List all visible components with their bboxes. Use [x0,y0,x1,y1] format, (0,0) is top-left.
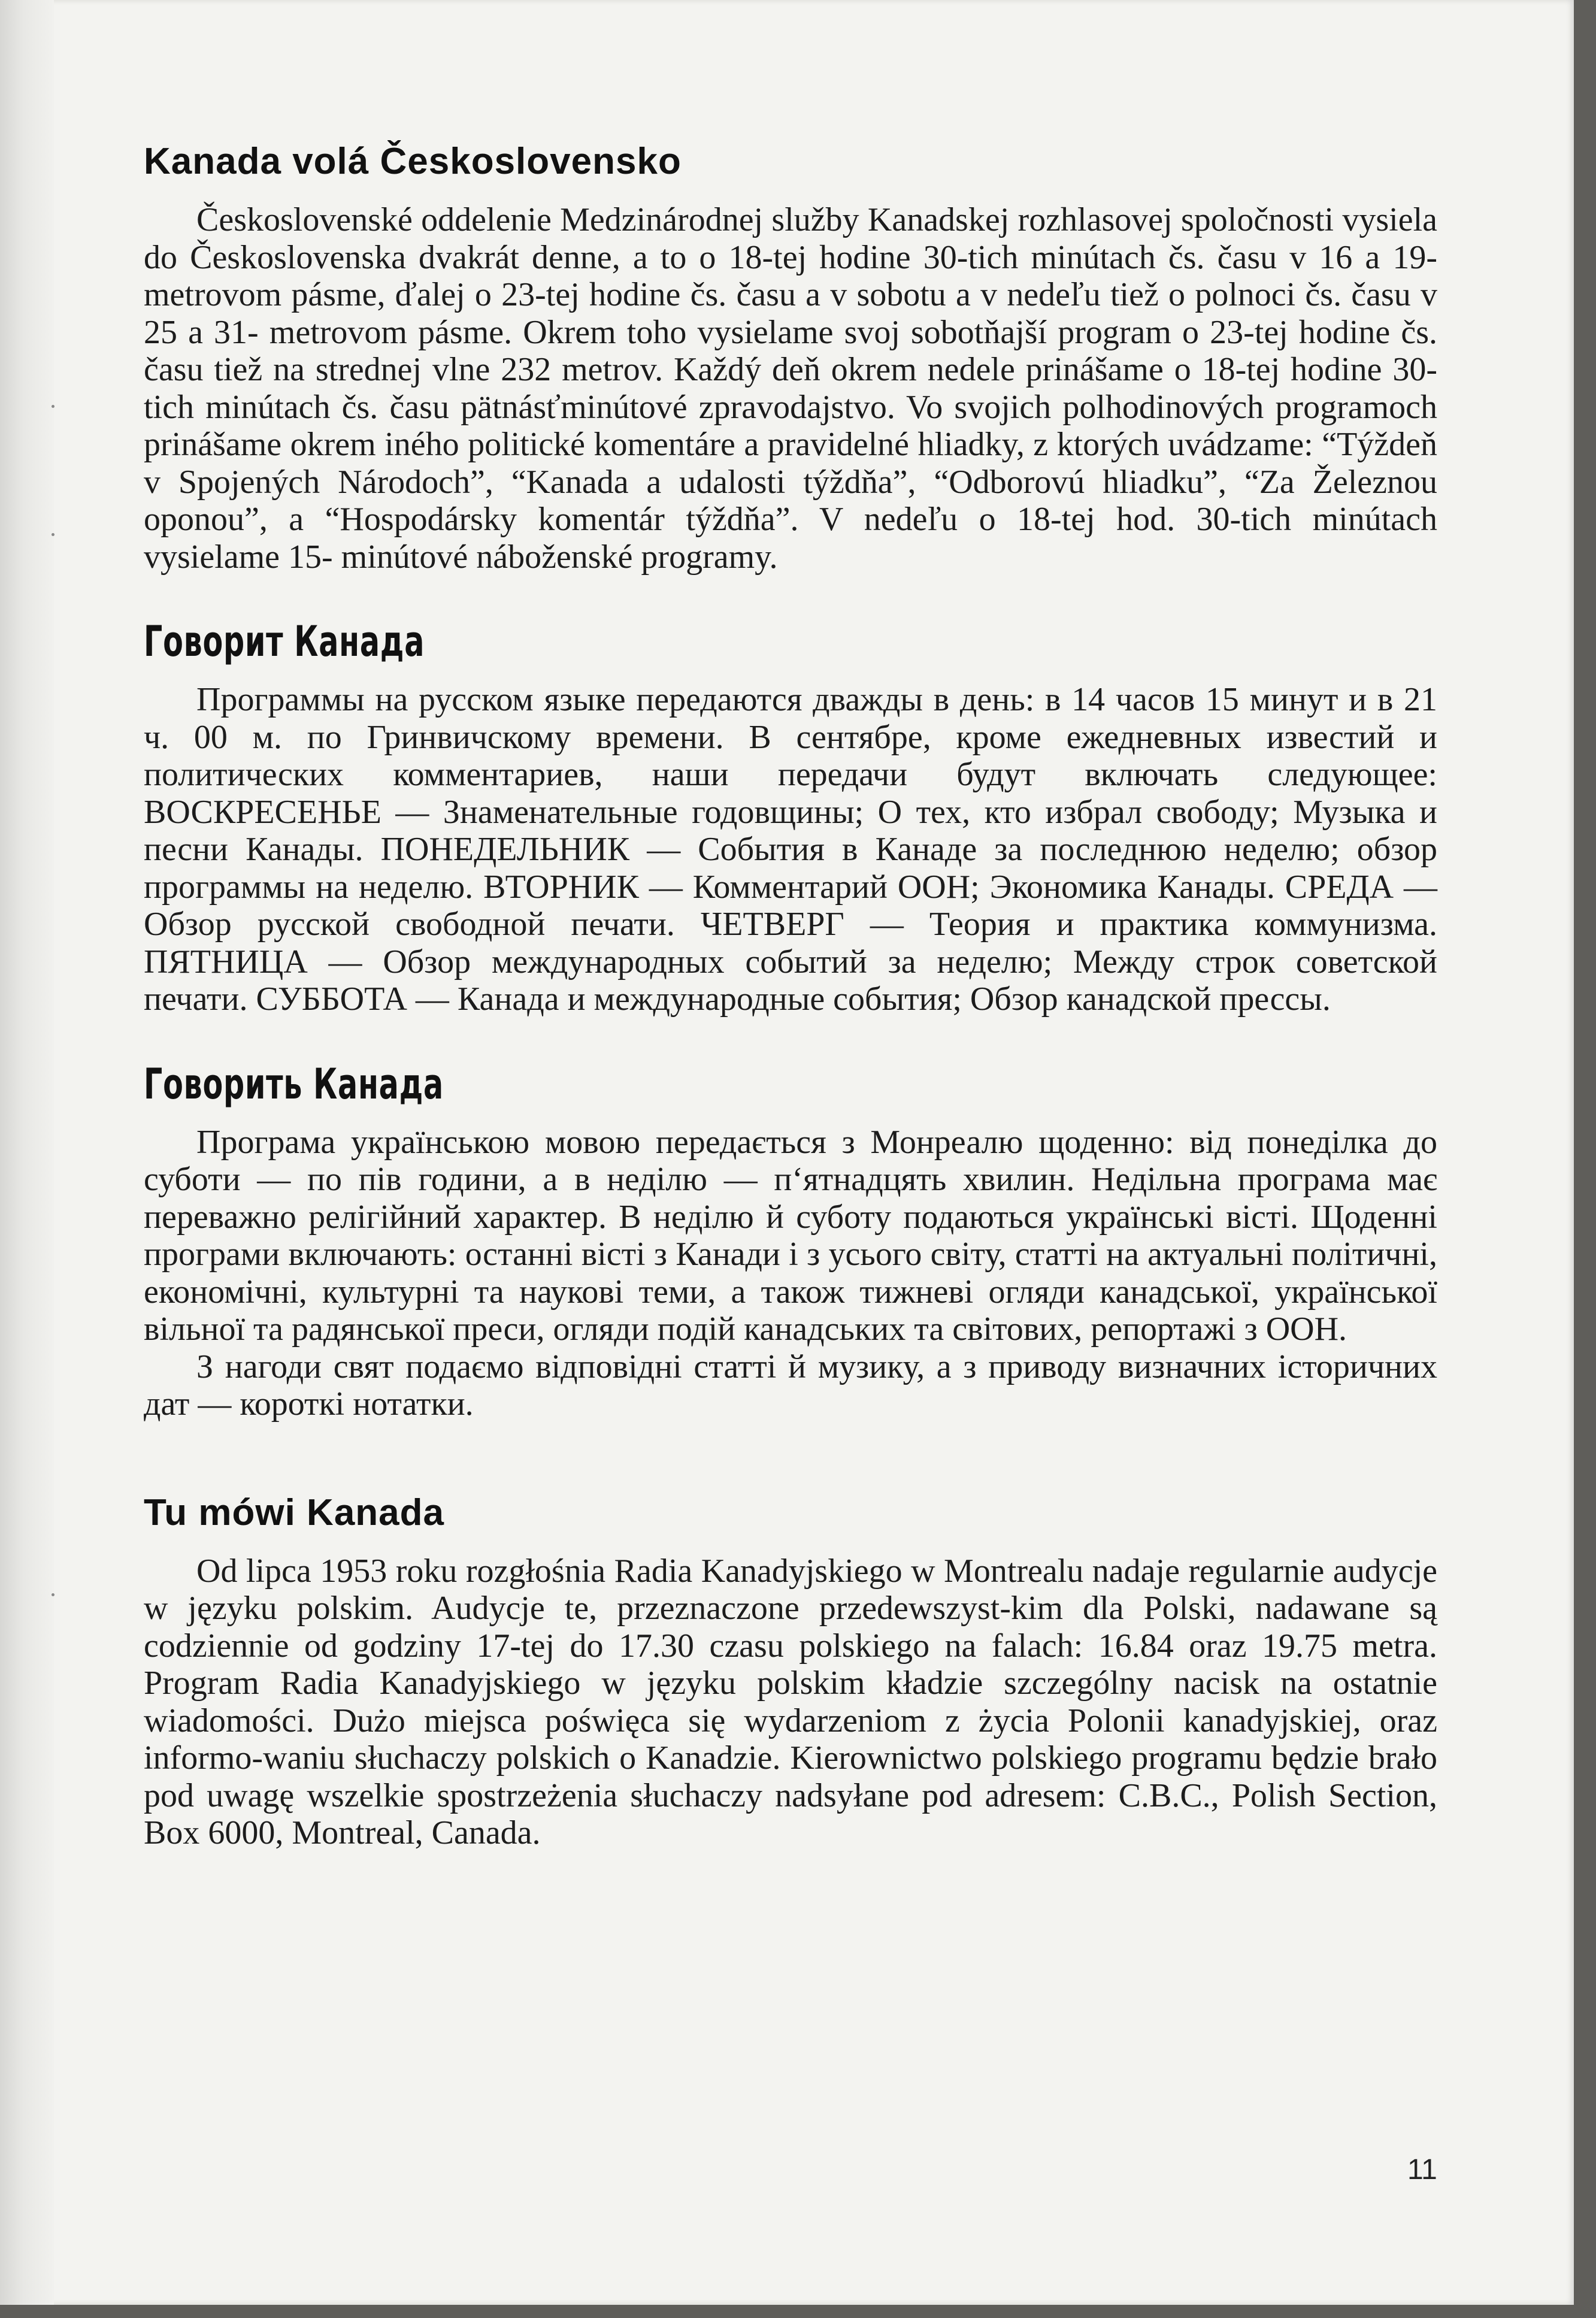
page-number: 11 [1407,2154,1437,2186]
section-text-ukrainian-2: З нагоди свят подаємо відповідні статті й музику, а з приводу визначних історичних дат — короткі нотатки. [144,1348,1437,1423]
page-gutter [0,0,54,2305]
section-text-ukrainian-1: Програма українською мовою передається з Монреалю щоденно: від понеділка до суботи — по пів години, а в неділю — п‘ятнадцять хвилин. Недільна програма має переважно релігійний характер. В неділю й суботу подаються українські вісті. Щоденні програми включають: останні вісті з Канади і з усього світу, статті на актуальні політичні, економічні, культурні та наукові теми, а також тижневі огляди канадської, української вільної та радянської преси, огляди подій канадських та світових, репортажі з ООН. [144,1123,1437,1348]
margin-mark [52,405,54,408]
section-ukrainian [144,1060,1437,1423]
section-russian [144,618,1437,1018]
section-text-czech: Československé oddelenie Medzinárodnej služby Kanadskej rozhlasovej spoločnosti vysiela do Československa dvakrát denne, a to o 18-tej hodine 30-tich minútach čs. času v 16 a 19- metrovom pásme, ďalej o 23-tej hodine čs. času a v sobotu a v nedeľu tiež o polnoci čs. času v 25 a 31- metrovom pásme. Okrem toho vysielame svoj sobotňajší program o 23-tej hodine čs. času tiež na strednej vlne 232 metrov. Každý deň okrem nedele prinášame o 18-tej hodine 30-tich minútach čs. času pätnásťminútové zpravodajstvo. Vo svojich polhodinových programoch prinášame okrem iného politické komentáre a pravidelné hliadky, z ktorých uvádzame: “Týždeň v Spojených Národoch”, “Kanada a udalosti týždňa”, “Odborovú hliadku”, “Za Železnou oponou”, a “Hospodársky komentár týždňa”. V nedeľu o 18-tej hod. 30-tich minútach vysielame 15- minútové náboženské programy. [144,201,1437,576]
margin-mark [52,533,54,536]
section-title-ukrainian: Говорить Канада [144,1059,444,1109]
section-polish [144,1489,1437,1852]
page-content [144,138,1437,1852]
section-title-polish: Tu mówi Kanada [144,1491,445,1533]
section-title-russian: Говорит Канада [144,617,425,666]
section-text-russian: Программы на русском языке передаются дважды в день: в 14 часов 15 минут и в 21 ч. 00 м. по Гринвичскому времени. В сентябре, кроме ежедневных известий и политических комментариев, наши передачи будут включать следующее: ВОСКРЕСЕНЬЕ — Знаменательные годовщины; О тех, кто избрал свободу; Музыка и песни Канады. ПОНЕДЕЛЬНИК — События в Канаде за последнюю неделю; обзор программы на неделю. ВТОРНИК — Комментарий ООН; Экономика Канады. СРЕДА — Обзор русской свободной печати. ЧЕТВЕРГ — Теория и практика коммунизма. ПЯТНИЦА — Обзор международных событий за неделю; Между строк советской печати. СУББОТА — Канада и международные события; Обзор канадской прессы. [144,681,1437,1018]
section-title-czech: Kanada volá Československo [144,141,682,182]
section-czech [144,138,1437,576]
section-text-polish: Od lipca 1953 roku rozgłośnia Radia Kanadyjskiego w Montrealu nadaje regularnie audycje w języku polskim. Audycje te, przeznaczone przedewszyst-kim dla Polski, nadawane są codziennie od godziny 17-tej do 17.30 czasu polskiego na falach: 16.84 oraz 19.75 metra. Program Radia Kanadyjskiego w języku polskim kładzie szczególny nacisk na ostatnie wiadomości. Dużo miejsca poświęca się wydarzeniom z życia Polonii kanadyjskiej, oraz informo-waniu słuchaczy polskich o Kanadzie. Kierownictwo polskiego programu będzie brało pod uwagę wszelkie spostrzeżenia słuchaczy nadsyłane pod adresem: C.B.C., Polish Section, Box 6000, Montreal, Canada. [144,1552,1437,1851]
margin-mark [52,1593,54,1596]
